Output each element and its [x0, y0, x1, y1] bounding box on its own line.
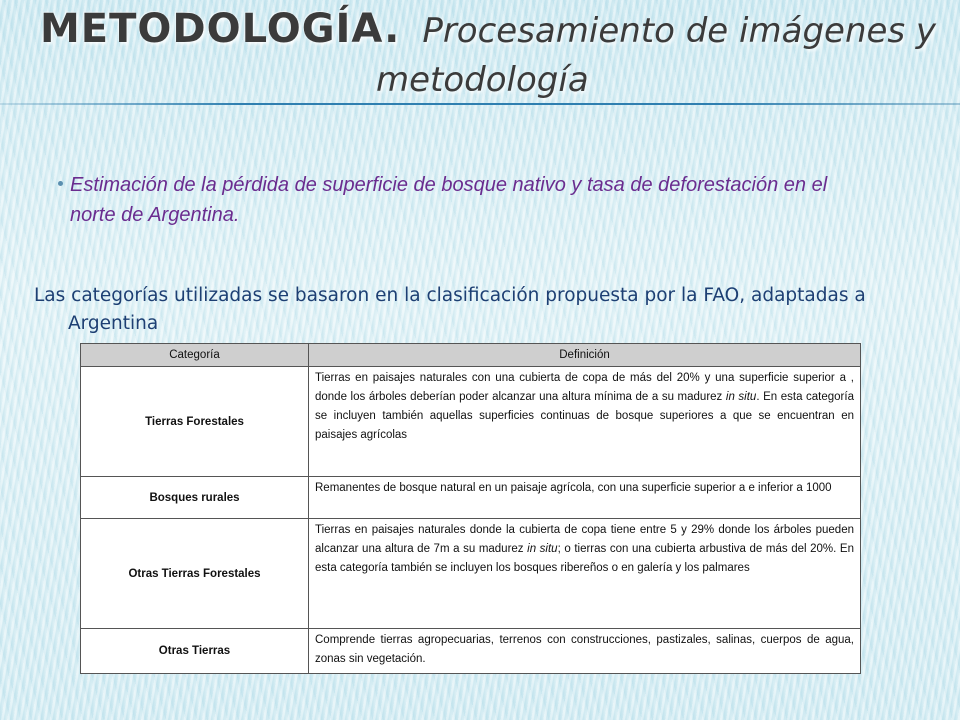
definition-cell [309, 629, 861, 674]
title-divider [0, 103, 960, 105]
category-cell: Bosques rurales [81, 477, 309, 519]
definition-text: Tierras en paisajes naturales con una cubierta de copa de más del 20% y una superficie superior a , donde los árboles deberían poder alcanzar una altura mínima de a su madurez [315, 372, 854, 403]
table-row [81, 519, 861, 629]
definition-cell [309, 367, 861, 477]
table-row [81, 477, 861, 519]
category-cell: Tierras Forestales [81, 367, 309, 477]
definition-text: Tierras en paisajes naturales donde la cubierta de copa tiene entre 5 y 29% donde los árboles pueden alcanzar una altura de 7m a su madurez [315, 524, 854, 555]
bullet-item [58, 170, 858, 230]
intro-paragraph: Las categorías utilizadas se basaron en la clasificación propuesta por la FAO, adaptadas a Argentina [34, 285, 866, 334]
definition-cell [309, 477, 861, 519]
definition-emphasis: in situ [527, 543, 558, 555]
title-subtitle-line1: Procesamiento de imágenes y [422, 11, 937, 51]
categories-table [80, 343, 861, 674]
bullet-text: Estimación de la pérdida de superficie de bosque nativo y tasa de deforestación en el norte de Argentina. [70, 174, 828, 226]
definition-text: ; o tierras con una cubierta arbustiva de más del 20%. En esta categoría también se incluyen los bosques ribereños o en galería y los palmares [315, 543, 854, 574]
header-category: Categoría [81, 344, 309, 367]
definition-cell [309, 519, 861, 629]
definition-text: Comprende tierras agropecuarias, terrenos con construcciones, pastizales, salinas, cuerpos de agua, zonas sin vegetación. [315, 634, 854, 665]
title-main: METODOLOGÍA. [40, 6, 401, 52]
table-row [81, 367, 861, 477]
title-subtitle-line2: metodología [376, 60, 589, 100]
table-row [81, 629, 861, 674]
bullet-dot-icon [58, 181, 63, 186]
category-cell: Otras Tierras Forestales [81, 519, 309, 629]
category-cell: Otras Tierras [81, 629, 309, 674]
definition-emphasis: in situ [725, 391, 757, 403]
definition-text: . En esta categoría se incluyen también aquellas superficies continuas de bosque superiores a que se encuentran en paisajes agrícolas [315, 391, 854, 441]
header-definition: Definición [309, 344, 861, 367]
definition-text: Remanentes de bosque natural en un paisaje agrícola, con una superficie superior a e inferior a 1000 [315, 482, 832, 494]
table-header-row [81, 344, 861, 367]
